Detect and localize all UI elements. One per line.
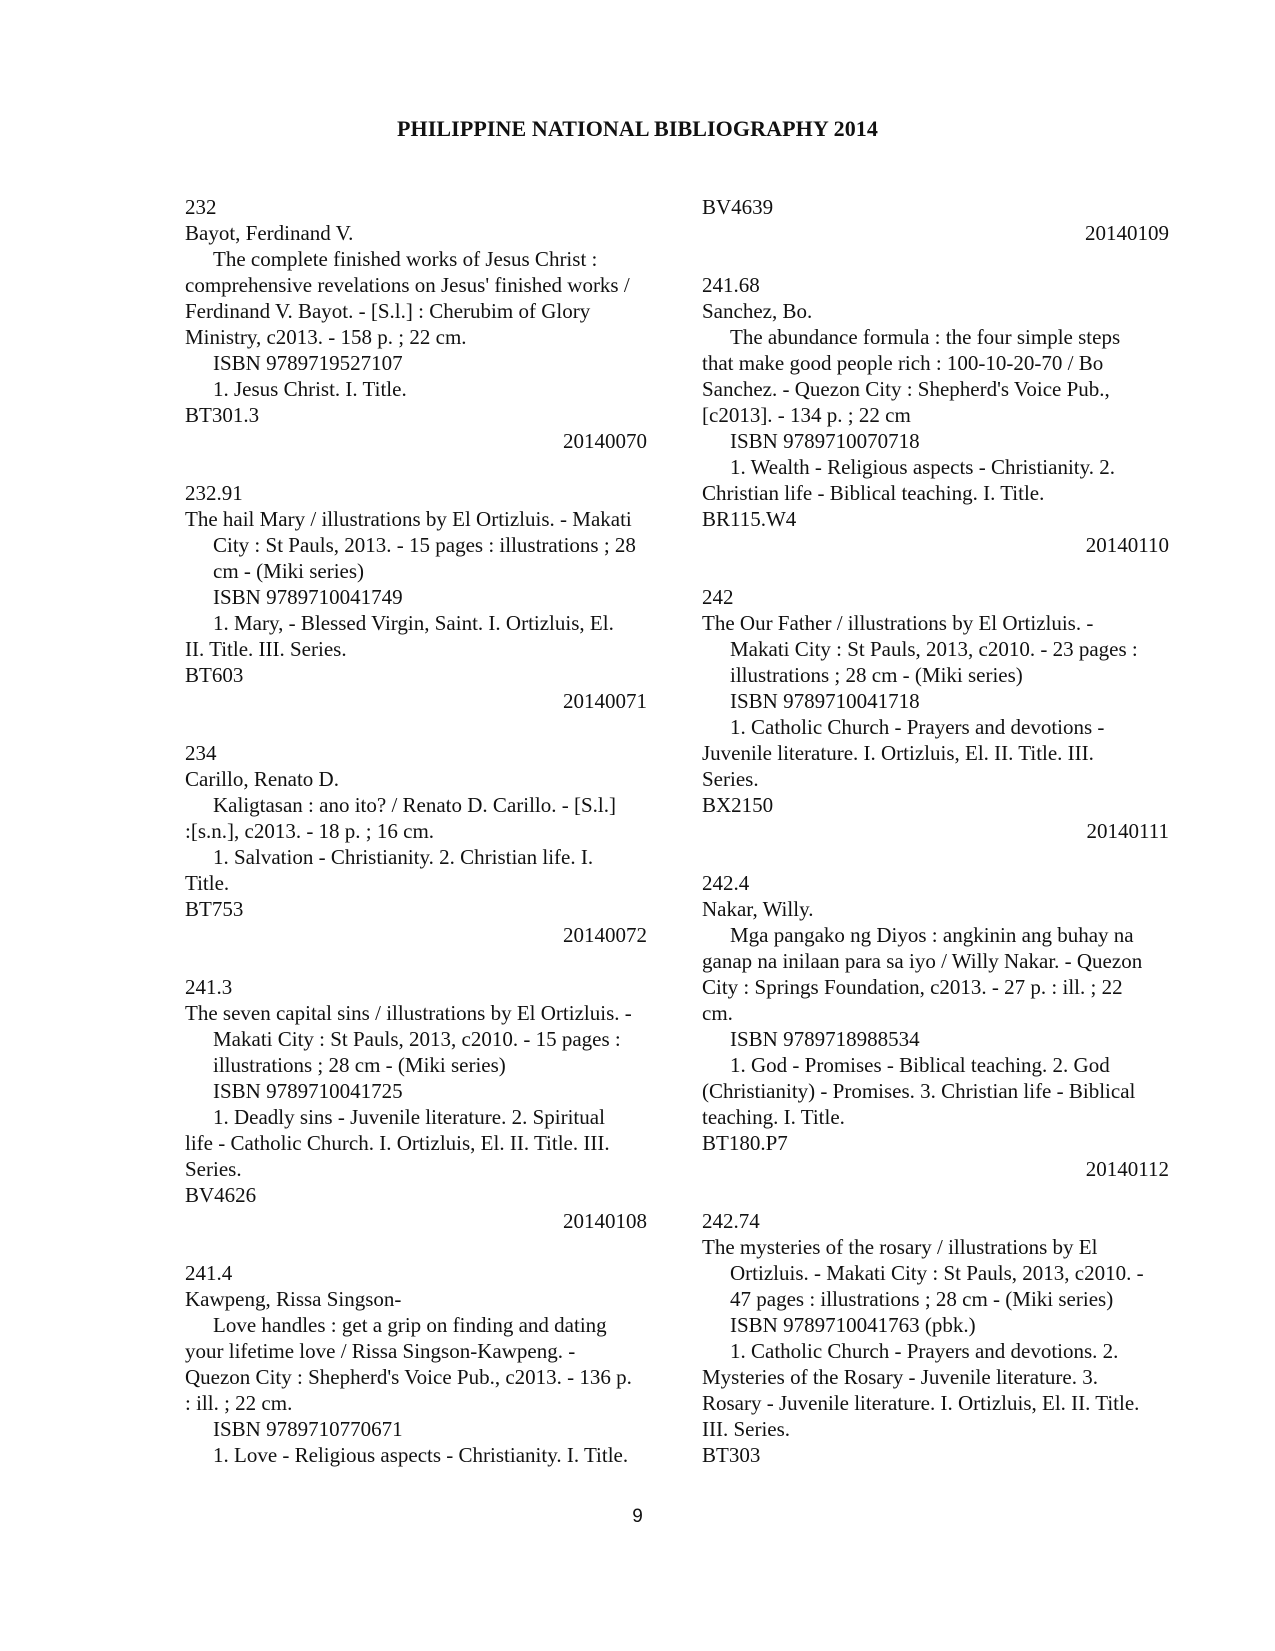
entry-line: ganap na inilaan para sa iyo / Willy Nakar. - Quezon xyxy=(702,949,1143,973)
entry-line: 1. Jesus Christ. I. Title. xyxy=(213,377,407,401)
entry-line: cm - (Miki series) xyxy=(213,559,365,583)
entry-line: ISBN 9789710041749 xyxy=(213,585,403,609)
entry-line: 242.74 xyxy=(702,1209,760,1233)
entry-line: BT301.3 xyxy=(185,403,260,427)
record-number: 20140110 xyxy=(1085,533,1169,557)
page-number: 9 xyxy=(632,1506,643,1527)
entry-line: that make good people rich : 100-10-20-70 / Bo xyxy=(702,351,1104,375)
entry-line: City : Springs Foundation, c2013. - 27 p. : ill. ; 22 xyxy=(702,975,1123,999)
entry-line: City : St Pauls, 2013. - 15 pages : illustrations ; 28 xyxy=(213,533,636,557)
entry-line: 1. Catholic Church - Prayers and devotions. 2. xyxy=(730,1339,1119,1363)
entry-line: ISBN 9789710770671 xyxy=(213,1417,403,1441)
entry-line: BT753 xyxy=(185,897,244,921)
entry-line: Sanchez, Bo. xyxy=(702,299,813,323)
entry-line: Christian life - Biblical teaching. I. Title. xyxy=(702,481,1045,505)
entry-separator xyxy=(185,454,655,480)
entry-line: Nakar, Willy. xyxy=(702,897,814,921)
record-number: 20140072 xyxy=(563,923,647,947)
entry-line: comprehensive revelations on Jesus' finished works / xyxy=(185,273,630,297)
entry-line: The seven capital sins / illustrations by El Ortizluis. - xyxy=(185,1001,632,1025)
entry-separator xyxy=(185,1234,655,1260)
entry-line: teaching. I. Title. xyxy=(702,1105,845,1129)
entry-line: Kaligtasan : ano ito? / Renato D. Carillo. - [S.l.] xyxy=(213,793,616,817)
entry-line: BT603 xyxy=(185,663,244,687)
entry-line: The abundance formula : the four simple steps xyxy=(730,325,1121,349)
entry-line: ISBN 9789718988534 xyxy=(730,1027,920,1051)
entry-line: Sanchez. - Quezon City : Shepherd's Voice Pub., xyxy=(702,377,1110,401)
entry-line: 232.91 xyxy=(185,481,243,505)
entry-line: Mysteries of the Rosary - Juvenile literature. 3. xyxy=(702,1365,1098,1389)
entry-line: 47 pages : illustrations ; 28 cm - (Miki series) xyxy=(730,1287,1114,1311)
entry-line: The complete finished works of Jesus Christ : xyxy=(213,247,598,271)
entry-line: Quezon City : Shepherd's Voice Pub., c2013. - 136 p. xyxy=(185,1365,632,1389)
entry-line: your lifetime love / Rissa Singson-Kawpeng. - xyxy=(185,1339,576,1363)
entry-line: Love handles : get a grip on finding and dating xyxy=(213,1313,607,1337)
entry-line: Ministry, c2013. - 158 p. ; 22 cm. xyxy=(185,325,467,349)
entry-line: The hail Mary / illustrations by El Ortizluis. - Makati xyxy=(185,507,632,531)
entry-line: [c2013]. - 134 p. ; 22 cm xyxy=(702,403,911,427)
entry-line: BT180.P7 xyxy=(702,1131,788,1155)
entry-separator xyxy=(702,246,1177,272)
entry-line: Series. xyxy=(702,767,759,791)
entry-line: Juvenile literature. I. Ortizluis, El. II. Title. III. xyxy=(702,741,1094,765)
entry-line: illustrations ; 28 cm - (Miki series) xyxy=(213,1053,506,1077)
entry-line: Kawpeng, Rissa Singson- xyxy=(185,1287,402,1311)
entry-line: 1. Deadly sins - Juvenile literature. 2. Spiritual xyxy=(213,1105,605,1129)
entry-line: The Our Father / illustrations by El Ortizluis. - xyxy=(702,611,1094,635)
entry-separator xyxy=(185,948,655,974)
entry-line: Bayot, Ferdinand V. xyxy=(185,221,354,245)
entry-separator xyxy=(185,714,655,740)
entry-line: illustrations ; 28 cm - (Miki series) xyxy=(730,663,1023,687)
right-column xyxy=(702,194,1177,1468)
entry-line: 241.3 xyxy=(185,975,233,999)
entry-line: Series. xyxy=(185,1157,242,1181)
entry-line: BV4639 xyxy=(702,195,774,219)
entry-line: BV4626 xyxy=(185,1183,257,1207)
entry-line: ISBN 9789710070718 xyxy=(730,429,920,453)
record-number: 20140109 xyxy=(1085,221,1169,245)
entry-line: 1. God - Promises - Biblical teaching. 2. God xyxy=(730,1053,1110,1077)
entry-line: III. Series. xyxy=(702,1417,791,1441)
entry-line: 242.4 xyxy=(702,871,750,895)
entry-line: BT303 xyxy=(702,1443,761,1467)
entry-line: 1. Salvation - Christianity. 2. Christian life. I. xyxy=(213,845,594,869)
entry-line: 234 xyxy=(185,741,217,765)
entry-line: 1. Mary, - Blessed Virgin, Saint. I. Ortizluis, El. xyxy=(213,611,614,635)
entry-line: 1. Catholic Church - Prayers and devotions - xyxy=(730,715,1105,739)
entry-line: Makati City : St Pauls, 2013, c2010. - 15 pages : xyxy=(213,1027,621,1051)
left-column xyxy=(185,194,655,1468)
entry-line: Title. xyxy=(185,871,230,895)
entry-line: 1. Wealth - Religious aspects - Christianity. 2. xyxy=(730,455,1116,479)
entry-line: BX2150 xyxy=(702,793,774,817)
entry-line: ISBN 9789710041763 (pbk.) xyxy=(730,1313,976,1337)
entry-line: 241.4 xyxy=(185,1261,233,1285)
entry-line: Makati City : St Pauls, 2013, c2010. - 23 pages : xyxy=(730,637,1138,661)
entry-line: cm. xyxy=(702,1001,733,1025)
entry-line: BR115.W4 xyxy=(702,507,797,531)
record-number: 20140071 xyxy=(563,689,647,713)
entry-separator xyxy=(702,1182,1177,1208)
entry-separator xyxy=(702,844,1177,870)
entry-line: The mysteries of the rosary / illustrations by El xyxy=(702,1235,1098,1259)
record-number: 20140070 xyxy=(563,429,647,453)
entry-line: : ill. ; 22 cm. xyxy=(185,1391,293,1415)
entry-line: :[s.n.], c2013. - 18 p. ; 16 cm. xyxy=(185,819,435,843)
record-number: 20140111 xyxy=(1086,819,1169,843)
entry-line: ISBN 9789710041718 xyxy=(730,689,920,713)
entry-separator xyxy=(702,558,1177,584)
entry-line: II. Title. III. Series. xyxy=(185,637,347,661)
record-number: 20140108 xyxy=(563,1209,647,1233)
entry-line: 1. Love - Religious aspects - Christianity. I. Title. xyxy=(213,1443,629,1467)
entry-line: Ferdinand V. Bayot. - [S.l.] : Cherubim of Glory xyxy=(185,299,591,323)
entry-line: Rosary - Juvenile literature. I. Ortizluis, El. II. Title. xyxy=(702,1391,1140,1415)
record-number: 20140112 xyxy=(1085,1157,1169,1181)
entry-line: Carillo, Renato D. xyxy=(185,767,339,791)
entry-line: 242 xyxy=(702,585,734,609)
entry-line: 232 xyxy=(185,195,217,219)
entry-line: Mga pangako ng Diyos : angkinin ang buhay na xyxy=(730,923,1134,947)
entry-line: Ortizluis. - Makati City : St Pauls, 2013, c2010. - xyxy=(730,1261,1144,1285)
entry-line: ISBN 9789710041725 xyxy=(213,1079,403,1103)
entry-line: life - Catholic Church. I. Ortizluis, El. II. Title. III. xyxy=(185,1131,610,1155)
page-title: PHILIPPINE NATIONAL BIBLIOGRAPHY 2014 xyxy=(396,116,879,141)
entry-line: (Christianity) - Promises. 3. Christian life - Biblical xyxy=(702,1079,1136,1103)
entry-line: ISBN 9789719527107 xyxy=(213,351,403,375)
entry-line: 241.68 xyxy=(702,273,760,297)
